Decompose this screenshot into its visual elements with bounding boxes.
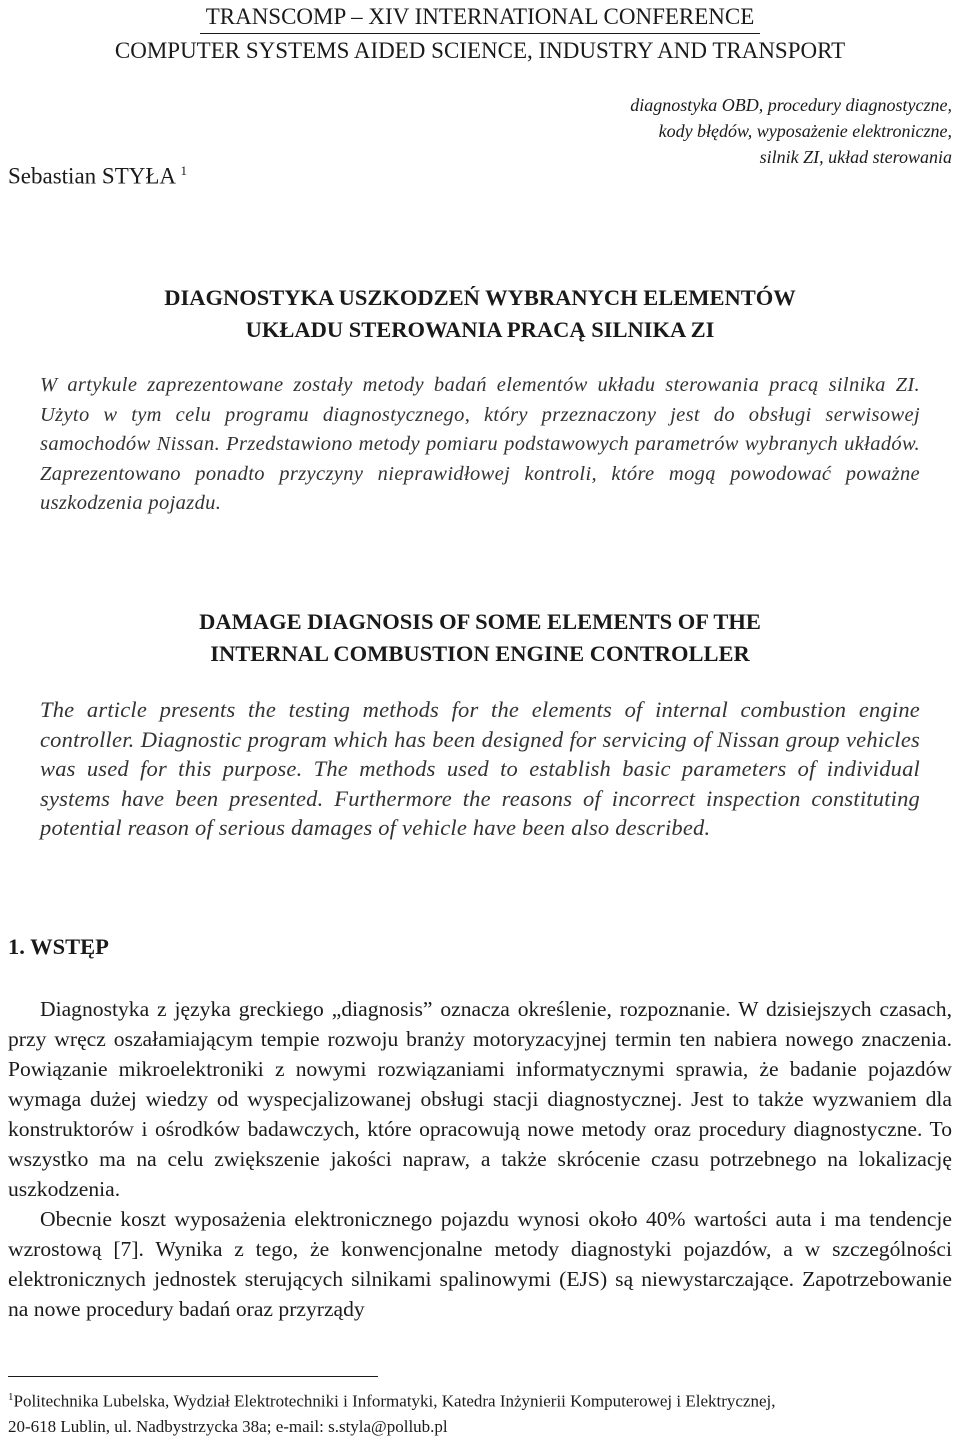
title-line: UKŁADU STEROWANIA PRACĄ SILNIKA ZI	[245, 317, 715, 342]
footnote-affiliation: Politechnika Lubelska, Wydział Elektrotechniki i Informatyki, Katedra Inżynierii Komputerowej i Elektrycznej,	[13, 1391, 776, 1411]
author-name: Sebastian STYŁA	[8, 163, 175, 189]
keyword-line: silnik ZI, układ sterowania	[759, 147, 952, 167]
abstract-english: The article presents the testing methods for the elements of internal combustion engine controller. Diagnostic program which has been designed for servicing of Nissan group vehicles was used for this purpose. The methods used to establish basic parameters of individual systems have been presented. Furthermore the reasons of incorrect inspection constituting potential reason of serious damages of vehicle have been also described.	[40, 697, 920, 840]
title-line: DIAGNOSTYKA USZKODZEŃ WYBRANYCH ELEMENTÓW	[164, 285, 796, 310]
keywords	[630, 92, 952, 170]
paragraph: Diagnostyka z języka greckiego „diagnosis” oznacza określenie, rozpoznanie. W dzisiejszych czasach, przy wręcz oszałamiającym tempie rozwoju branży motoryzacyjnej termin ten nabiera nowego znaczenia. Powiązanie mikroelektroniki z nowymi rozwiązaniami informatycznymi sprawia, że badanie pojazdów wymaga dużej wiedzy od wyspecjalizowanej obsługi stacji diagnostycznej. Jest to także wyzwaniem dla konstruktorów i ośrodków badawczych, które opracowują nowe metody oraz procedury diagnostyczne. To wszystko ma na celu zwiększenie jakości napraw, a także skrócenie czasu potrzebnego na lokalizację uszkodzenia.	[8, 997, 952, 1201]
author-affiliation-mark: 1	[180, 163, 187, 178]
conference-name: TRANSCOMP – XIV INTERNATIONAL CONFERENCE	[200, 0, 761, 34]
footnote	[8, 1385, 952, 1439]
footnote-address: 20-618 Lublin, ul. Nadbystrzycka 38a; e-mail: s.styla@pollub.pl	[8, 1416, 448, 1436]
conference-header	[0, 0, 960, 67]
author	[8, 163, 187, 190]
title-line: INTERNAL COMBUSTION ENGINE CONTROLLER	[210, 641, 750, 666]
abstract-polish: W artykule zaprezentowane zostały metody badań elementów układu sterowania pracą silnika ZI. Użyto w tym celu programu diagnostycznego, który przeznaczony jest do obsługi serwisowej samochodów Nissan. Przedstawiono metody pomiaru podstawowych parametrów wybranych układów. Zaprezentowano ponadto przyczyny nieprawidłowej kontroli, które mogą powodować poważne uszkodzenia pojazdu.	[40, 374, 920, 514]
title-english	[0, 606, 960, 670]
section-body	[8, 994, 952, 1324]
keyword-line: kody błędów, wyposażenie elektroniczne,	[658, 121, 952, 141]
keyword-line: diagnostyka OBD, procedury diagnostyczne,	[630, 95, 952, 115]
footnote-divider	[8, 1376, 378, 1377]
footnote-mark: 1	[8, 1391, 14, 1403]
paragraph: Obecnie koszt wyposażenia elektronicznego pojazdu wynosi około 40% wartości auta i ma tendencje wzrostową [7]. Wynika z tego, że konwencjonalne metody diagnostyki pojazdów, a w szczególności elektronicznych jednostek sterujących silnikami spalinowymi (EJS) są niewystarczające. Zapotrzebowanie na nowe procedury badań oraz przyrządy	[8, 1207, 952, 1321]
title-polish	[0, 282, 960, 346]
section-heading: 1. WSTĘP	[8, 934, 109, 959]
conference-subtitle: COMPUTER SYSTEMS AIDED SCIENCE, INDUSTRY AND TRANSPORT	[114, 38, 846, 63]
title-line: DAMAGE DIAGNOSIS OF SOME ELEMENTS OF THE	[199, 609, 761, 634]
